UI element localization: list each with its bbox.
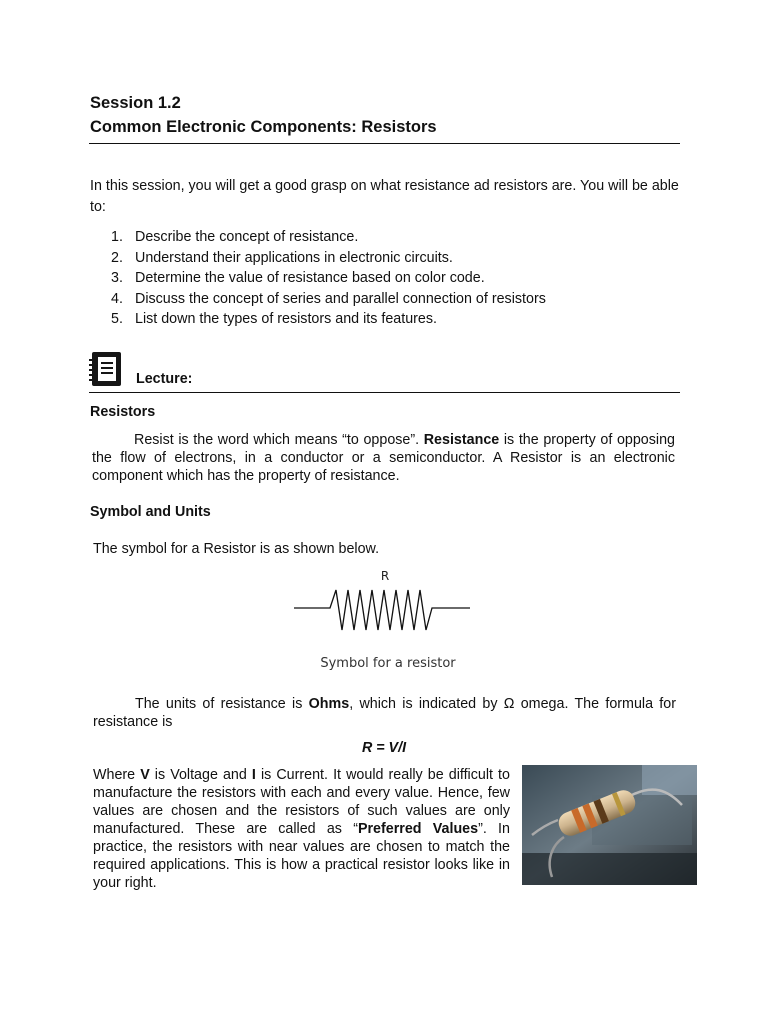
symbol-units-heading: Symbol and Units — [90, 504, 211, 520]
list-text: Determine the value of resistance based on color code. — [135, 270, 485, 286]
lecture-label: Lecture: — [136, 371, 193, 387]
resistors-paragraph: Resist is the word which means “to oppose”. Resistance is the property of opposing the flow of electrons, in a conductor or a semiconductor. A Resistor is an electronic component which has the property of resistance. — [92, 432, 675, 484]
notebook-icon — [92, 352, 121, 386]
title-divider — [89, 143, 680, 144]
resistor-label: R — [380, 569, 390, 583]
preferred-values-paragraph: Where V is Voltage and I is Current. It would really be difficult to manufacture the resistors with each and every value. Hence, few values are chosen and the resistors of such values are only manufactured. These are called as “Preferred Values”. In practice, the resistors with near values are chosen to match the required applications. This is how a practical resistor looks like in your right. — [93, 767, 510, 891]
resistor-symbol-figure — [290, 564, 475, 674]
list-number: 1. — [111, 229, 123, 245]
lecture-divider — [89, 392, 680, 393]
resistor-zigzag — [294, 590, 470, 630]
list-text: Understand their applications in electronic circuits. — [135, 249, 453, 266]
symbol-intro: The symbol for a Resistor is as shown below. — [93, 541, 380, 557]
list-text: Describe the concept of resistance. — [135, 229, 359, 245]
list-number: 4. — [111, 290, 123, 307]
list-item — [90, 268, 546, 289]
list-item — [90, 248, 546, 269]
intro-paragraph: In this session, you will get a good grasp on what resistance ad resistors are. You will be able to: — [90, 178, 679, 215]
session-title: Common Electronic Components: Resistors — [90, 118, 437, 136]
symbol-caption: Symbol for a resistor — [320, 656, 456, 671]
resistance-formula: R = V/I — [361, 740, 407, 756]
resistors-heading: Resistors — [90, 404, 156, 420]
list-number: 5. — [111, 311, 123, 327]
list-number: 3. — [111, 270, 123, 286]
list-item — [90, 289, 546, 310]
list-text: Discuss the concept of series and parallel connection of resistors — [135, 290, 546, 307]
units-paragraph: The units of resistance is Ohms, which is indicated by Ω omega. The formula for resistance is — [93, 696, 676, 730]
objectives-list — [90, 227, 546, 330]
list-text: List down the types of resistors and its features. — [135, 311, 437, 327]
resistor-photo — [522, 765, 697, 885]
list-item — [90, 309, 546, 330]
session-number: Session 1.2 — [90, 94, 181, 112]
list-number: 2. — [111, 249, 123, 266]
list-item — [90, 227, 546, 248]
